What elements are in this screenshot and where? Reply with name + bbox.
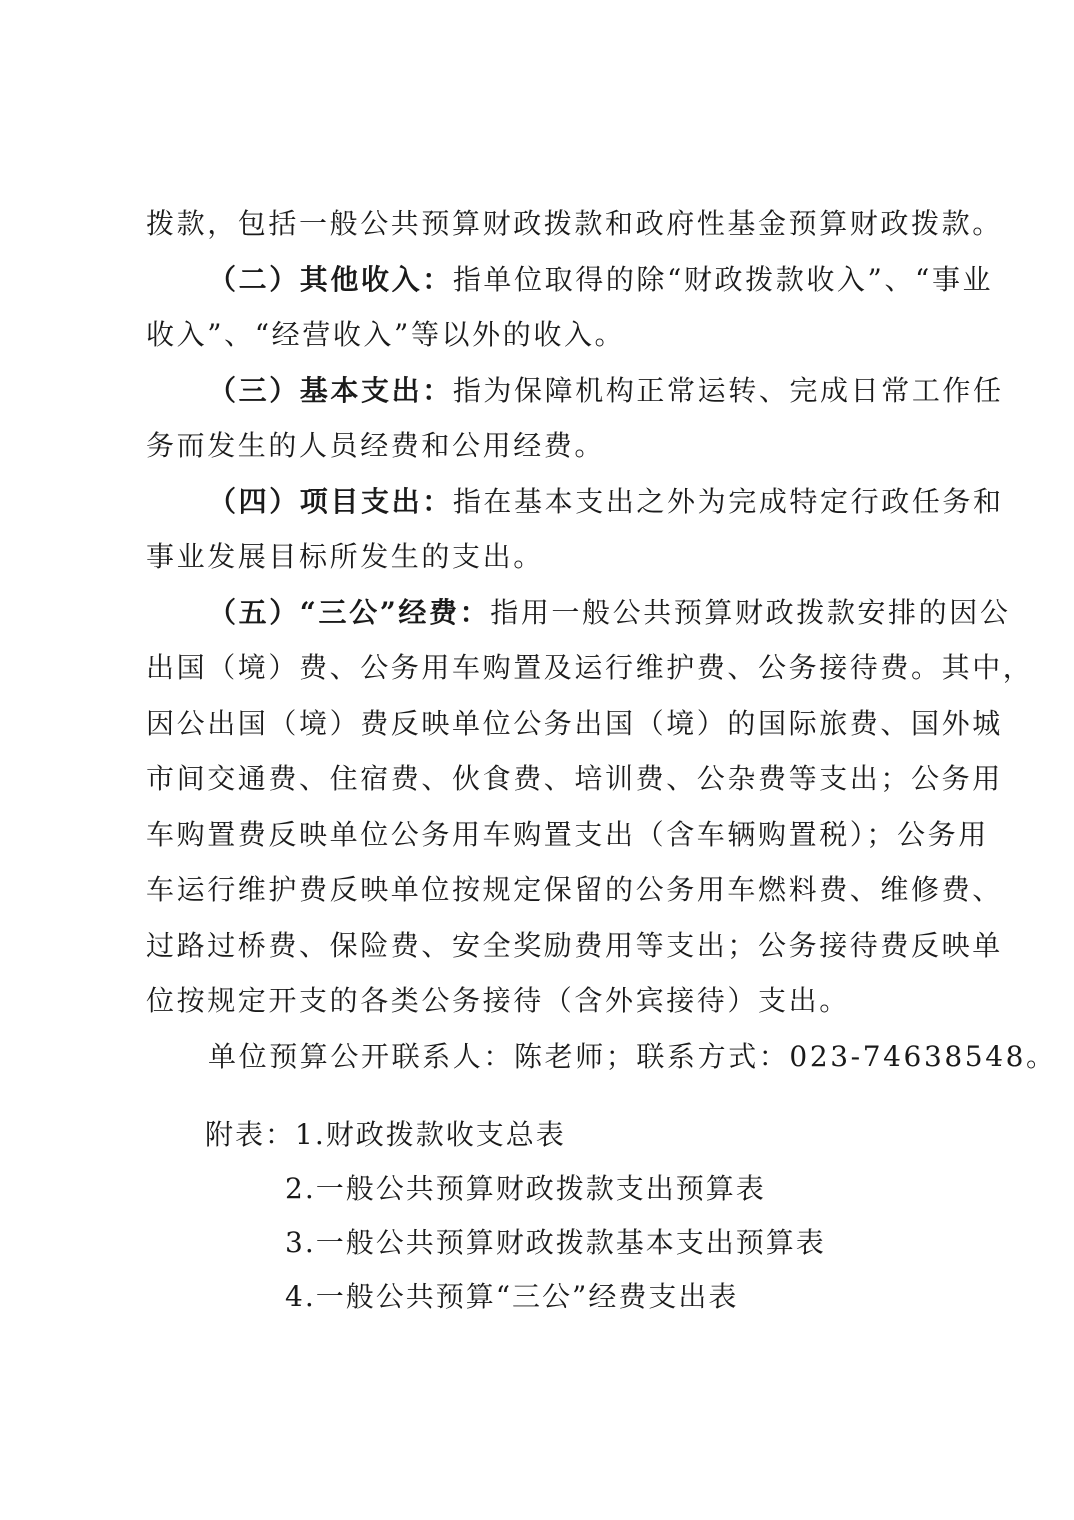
- item-3-line-2: 务而发生的人员经费和公用经费。: [146, 429, 606, 462]
- item-5-line: 车购置费反映单位公务用车购置支出（含车辆购置税）；公务用: [146, 817, 989, 851]
- document-body: [146, 196, 1057, 1084]
- contact-line: 单位预算公开联系人：陈老师；联系方式：023-74638548。: [208, 1039, 1057, 1073]
- item-5-line-1: [146, 585, 1011, 641]
- item-5-line: 市间交通费、住宿费、伙食费、培训费、公杂费等支出；公务用: [146, 762, 1003, 795]
- item-4-heading: （四）项目支出：: [208, 484, 453, 518]
- item-3-heading: （三）基本支出：: [208, 373, 453, 407]
- attachment-item: 4.一般公共预算“三公”经费支出表: [285, 1280, 739, 1313]
- item-5-line: 位按规定开支的各类公务接待（含外宾接待）支出。: [146, 984, 850, 1017]
- item-5-line: 车运行维护费反映单位按规定保留的公务用车燃料费、维修费、: [146, 873, 1003, 906]
- item-3-text: 指为保障机构正常运转、完成日常工作任: [452, 373, 1004, 407]
- item-4-text: 指在基本支出之外为完成特定行政任务和: [452, 484, 1004, 518]
- attachments-list: [205, 1108, 905, 1324]
- item-3-line-1: [146, 363, 1004, 419]
- paragraph-line: 拨款，包括一般公共预算财政拨款和政府性基金预算财政拨款。: [146, 207, 1003, 240]
- attachment-item: 3.一般公共预算财政拨款基本支出预算表: [285, 1226, 826, 1259]
- item-2-line-1: [146, 252, 994, 308]
- item-5-text: 指用一般公共预算财政拨款安排的因公: [490, 595, 1011, 629]
- item-5-line: 出国（境）费、公务用车购置及运行维护费、公务接待费。其中，: [146, 651, 1034, 684]
- item-5-heading: （五）“三公”经费：: [208, 595, 491, 629]
- item-2-heading: （二）其他收入：: [208, 262, 453, 296]
- attachments-label: 附表：: [205, 1118, 296, 1151]
- item-5-line: 过路过桥费、保险费、安全奖励费用等支出；公务接待费反映单: [146, 928, 1003, 962]
- item-4-line-1: [146, 474, 1004, 530]
- attachment-item: [205, 1108, 905, 1162]
- item-5-line: 因公出国（境）费反映单位公务出国（境）的国际旅费、国外城: [146, 706, 1003, 740]
- item-2-text: 指单位取得的除“财政拨款收入”、“事业: [452, 262, 994, 296]
- item-2-line-2: 收入”、“经营收入”等以外的收入。: [146, 318, 626, 351]
- attachment-title: 1.财政拨款收支总表: [295, 1118, 566, 1151]
- item-4-line-2: 事业发展目标所发生的支出。: [146, 540, 544, 573]
- attachment-item: 2.一般公共预算财政拨款支出预算表: [285, 1172, 766, 1205]
